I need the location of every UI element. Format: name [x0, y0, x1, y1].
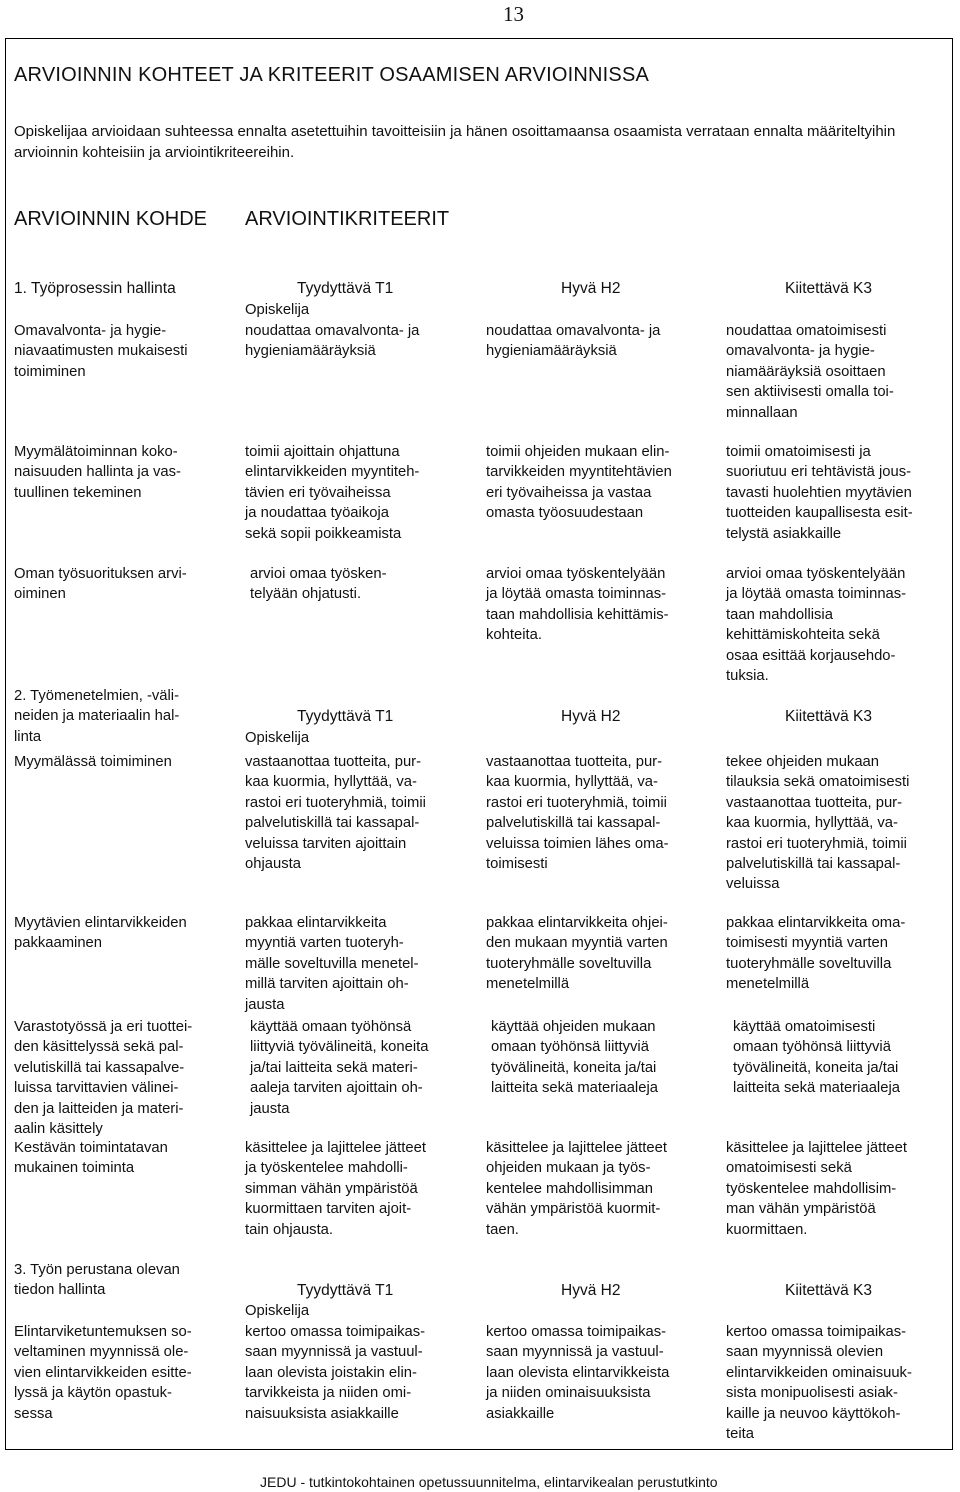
s1-r1-t1: noudattaa omavalvonta- ja hygieniamääräyksiä: [245, 323, 420, 360]
s2-r4-h2: käsittelee ja lajittelee jätteet ohjeiden mukaan ja työs- kentelee mahdollisimman vähän ympäristöä kuormit- taen.: [486, 1140, 667, 1238]
s2-r3-t1: käyttää omaan työhönsä liittyviä työvälineitä, koneita ja/tai laitteita sekä materi- aaleja tarviten ajoittain oh- jausta: [250, 1019, 429, 1117]
s2-r2-t1: pakkaa elintarvikkeita myyntiä varten tuoteryh- mälle soveltuvilla menetel- millä tarviten ajoittain oh- jausta: [245, 915, 419, 1013]
section1-title: 1. Työprosessin hallinta: [14, 280, 176, 297]
s1-r1-h2: noudattaa omavalvonta- ja hygieniamääräyksiä: [486, 323, 661, 360]
section3-subject: Opiskelija: [245, 1303, 310, 1319]
section3-level-t1: Tyydyttävä T1: [297, 1282, 394, 1299]
s1-r1-target: Omavalvonta- ja hygie- niavaatimusten mukaisesti toimiminen: [14, 323, 188, 380]
s2-r1-k3: tekee ohjeiden mukaan tilauksia sekä omatoimisesti vastaanottaa tuotteita, pur- kaa kuormia, hyllyttää, va- rastoi eri tuoteryhmiä, toimii palvelutiskillä tai kassapal- veluissa: [726, 754, 910, 893]
s2-r4-k3: käsittelee ja lajittelee jätteet omatoimisesti sekä työskentelee mahdollisim- man vähän ympäristöä kuormittaen.: [726, 1140, 907, 1238]
s1-r3-k3: arvioi omaa työskentelyään ja löytää omasta toiminnas- taan mahdollisia kehittämiskohteita sekä osaa esittää korjausehdo- tuksia.: [726, 566, 907, 685]
section1-level-t1: Tyydyttävä T1: [297, 280, 394, 297]
s1-r2-k3: toimii omatoimisesti ja suoriutuu eri tehtävistä jous- tavasti huolehtien myytävien tuotteiden kaupallisesta esit- telystä asiakkaille: [726, 444, 913, 542]
col-head-criteria: ARVIOINTIKRITEERIT: [245, 208, 450, 230]
s1-r3-h2: arvioi omaa työskentelyään ja löytää omasta toiminnas- taan mahdollisia kehittämis- kohteita.: [486, 566, 669, 644]
intro-paragraph: Opiskelijaa arvioidaan suhteessa ennalta asetettuihin tavoitteisiin ja hänen osoittamaansa osaamista verrataan ennalta määriteltyihin arvioinnin kohteisiin ja arviointikriteereihin.: [14, 123, 896, 161]
section3-level-k3: Kiitettävä K3: [785, 1282, 873, 1299]
s2-r2-target: Myytävien elintarvikkeiden pakkaaminen: [14, 915, 187, 952]
section1-level-k3: Kiitettävä K3: [785, 280, 873, 297]
s2-r3-target: Varastotyössä ja eri tuottei- den käsittelyssä sekä pal- velutiskillä tai kassapalve- luissa tarvittavien välinei- den ja laitteiden ja materi- aalin käsittely: [14, 1019, 193, 1138]
s3-r1-target: Elintarviketuntemuksen so- veltaminen myynnissä ole- vien elintarvikkeiden esitte- lyssä ja käytön opastuk- sessa: [14, 1324, 192, 1422]
s2-r3-k3: käyttää omatoimisesti omaan työhönsä liittyviä työvälineitä, koneita ja/tai laitteita sekä materiaaleja: [733, 1019, 900, 1097]
s3-r1-h2: kertoo omassa toimipaikas- saan myynnissä ja vastuul- laan olevista elintarvikkeista ja niiden ominaisuuksista asiakkaille: [486, 1324, 670, 1422]
section2-level-t1: Tyydyttävä T1: [297, 708, 394, 725]
s1-r2-target: Myymälätoiminnan koko- naisuuden hallinta ja vas- tuullinen tekeminen: [14, 444, 181, 501]
s1-r1-k3: noudattaa omatoimisesti omavalvonta- ja hygie- niamääräyksiä osoittaen sen aktiivisesti omalla toi- minnallaan: [726, 323, 894, 421]
s2-r1-h2: vastaanottaa tuotteita, pur- kaa kuormia, hyllyttää, va- rastoi eri tuoteryhmiä, toimii palvelutiskillä tai kassapal- veluissa toimien lähes oma- toimisesti: [486, 754, 669, 873]
s1-r2-h2: toimii ohjeiden mukaan elin- tarvikkeiden myyntitehtävien eri työvaiheissa ja vastaa omasta työosuudestaan: [486, 444, 672, 522]
section3-title: 3. Työn perustana olevan tiedon hallinta: [14, 1262, 180, 1299]
s2-r2-k3: pakkaa elintarvikkeita oma- toimisesti myyntiä varten tuoteryhmälle soveltuvilla menetelmillä: [726, 915, 906, 993]
document-title: ARVIOINNIN KOHTEET JA KRITEERIT OSAAMISEN ARVIOINNISSA: [14, 64, 650, 86]
col-head-target: ARVIOINNIN KOHDE: [14, 208, 207, 230]
s1-r3-t1: arvioi omaa työsken- telyään ohjatusti.: [250, 566, 387, 603]
s2-r1-t1: vastaanottaa tuotteita, pur- kaa kuormia, hyllyttää, va- rastoi eri tuoteryhmiä, toimii palvelutiskillä tai kassapal- veluissa tarviten ajoittain ohjausta: [245, 754, 426, 873]
section3-level-h2: Hyvä H2: [561, 1282, 621, 1299]
section2-title: 2. Työmenetelmien, -väli- neiden ja materiaalin hal- linta: [14, 688, 180, 745]
s1-r2-t1: toimii ajoittain ohjattuna elintarvikkeiden myyntiteh- tävien eri työvaiheissa ja noudattaa työaikoja sekä sopii poikkeamista: [245, 444, 420, 542]
s2-r2-h2: pakkaa elintarvikkeita ohjei- den mukaan myyntiä varten tuoteryhmälle soveltuvilla menetelmillä: [486, 915, 668, 993]
section1-level-h2: Hyvä H2: [561, 280, 621, 297]
s2-r4-target: Kestävän toimintatavan mukainen toiminta: [14, 1140, 168, 1177]
s3-r1-t1: kertoo omassa toimipaikas- saan myynnissä ja vastuul- laan olevista joistakin elin- tarvikkeista ja niiden omi- naisuuksista asiakkaille: [245, 1324, 426, 1422]
s1-r3-target: Oman työsuorituksen arvi- oiminen: [14, 566, 187, 603]
page-footer: JEDU - tutkintokohtainen opetussuunnitelma, elintarvikealan perustutkinto: [260, 1474, 718, 1490]
section2-level-k3: Kiitettävä K3: [785, 708, 873, 725]
section1-subject: Opiskelija: [245, 302, 310, 318]
page-number: 13: [503, 2, 524, 26]
s3-r1-k3: kertoo omassa toimipaikas- saan myynnissä olevien elintarvikkeiden ominaisuuk- sista monipuolisesti asiak- kaille ja neuvoo käyttökoh- teita: [726, 1324, 912, 1443]
section2-level-h2: Hyvä H2: [561, 708, 621, 725]
s2-r3-h2: käyttää ohjeiden mukaan omaan työhönsä liittyviä työvälineitä, koneita ja/tai laitteita sekä materiaaleja: [491, 1019, 658, 1097]
s2-r1-target: Myymälässä toimiminen: [14, 754, 172, 770]
section2-subject: Opiskelija: [245, 730, 310, 746]
s2-r4-t1: käsittelee ja lajittelee jätteet ja työskentelee mahdolli- simman vähän ympäristöä kuormittaen tarviten ajoit- tain ohjausta.: [245, 1140, 426, 1238]
